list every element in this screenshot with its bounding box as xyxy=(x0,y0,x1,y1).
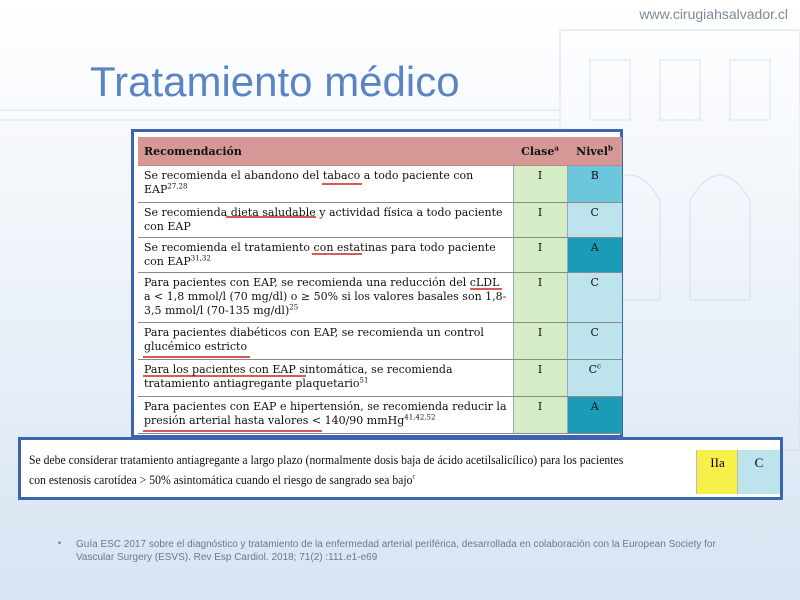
recommendation-text: Se recomienda dieta saludable y actividad física a todo paciente con EAP xyxy=(138,203,513,238)
level-cell: C xyxy=(567,273,622,323)
table-row xyxy=(138,273,622,323)
recommendation-text: Para pacientes diabéticos con EAP, se recomienda un control glucémico estricto xyxy=(138,323,513,360)
class-cell: I xyxy=(513,203,567,238)
table-row xyxy=(138,360,622,397)
additional-class-cell: IIa xyxy=(696,450,738,494)
recommendation-text: Para pacientes con EAP, se recomienda una reducción del cLDL a < 1,8 mmol/l (70 mg/dl) o ≥ 50% si los valores basales son 1,8-3,5 mmol/l (70-135 mg/dl)$^{25}$ xyxy=(138,273,513,323)
level-cell: C xyxy=(567,323,622,360)
table-row xyxy=(138,323,622,360)
website-url: www.cirugiahsalvador.cl xyxy=(639,6,788,22)
header-class: Clase$^a$ xyxy=(513,137,567,166)
level-cell: A xyxy=(567,238,622,273)
table-row xyxy=(138,203,622,238)
recommendation-text: Para pacientes con EAP e hipertensión, se recomienda reducir la presión arterial hasta valores < 140/90 mmHg$^{41,42,52}$ xyxy=(138,397,513,434)
additional-recommendation-box xyxy=(18,437,783,500)
recommendation-table xyxy=(138,137,622,434)
recommendation-table-frame xyxy=(131,129,623,438)
reference-bullet-icon: • xyxy=(58,538,62,548)
additional-recommendation-text: Se debe considerar tratamiento antiagregante a largo plazo (normalmente dosis baja de ácido acetilsalicílico) para los pacientes con estenosis carotídea > 50% asintomática cuando el riesgo de sangrado sea bajo$^c$ xyxy=(29,452,624,487)
class-cell: I xyxy=(513,323,567,360)
class-cell: I xyxy=(513,238,567,273)
recommendation-text: Para los pacientes con EAP sintomática, se recomienda tratamiento antiagregante plaquetario$^{51}$ xyxy=(138,360,513,397)
header-recommendation: Recomendación xyxy=(138,137,513,166)
slide-title: Tratamiento médico xyxy=(90,58,460,105)
level-cell: C xyxy=(567,203,622,238)
level-cell: B xyxy=(567,166,622,203)
recommendation-text: Se recomienda el tratamiento con estatinas para todo paciente con EAP$^{31,32}$ xyxy=(138,238,513,273)
table-row xyxy=(138,166,622,203)
class-cell: I xyxy=(513,273,567,323)
class-cell: I xyxy=(513,360,567,397)
level-cell: $C^c$ xyxy=(567,360,622,397)
table-header-row xyxy=(138,137,622,166)
table-row xyxy=(138,397,622,434)
class-cell: I xyxy=(513,397,567,434)
class-cell: I xyxy=(513,166,567,203)
table-row xyxy=(138,238,622,273)
header-level: Nivel$^b$ xyxy=(567,137,622,166)
reference-citation: Guía ESC 2017 sobre el diagnóstico y tratamiento de la enfermedad arterial periférica, desarrollada en colaboración con la European Society for Vascular Surgery (ESVS). Rev Esp Cardiol. 2018; 71(2) :111.e1-e69 xyxy=(76,539,716,563)
level-cell: A xyxy=(567,397,622,434)
recommendation-text: Se recomienda el abandono del tabaco a todo paciente con EAP$^{27,28}$ xyxy=(138,166,513,203)
additional-level-cell: C xyxy=(737,450,780,494)
